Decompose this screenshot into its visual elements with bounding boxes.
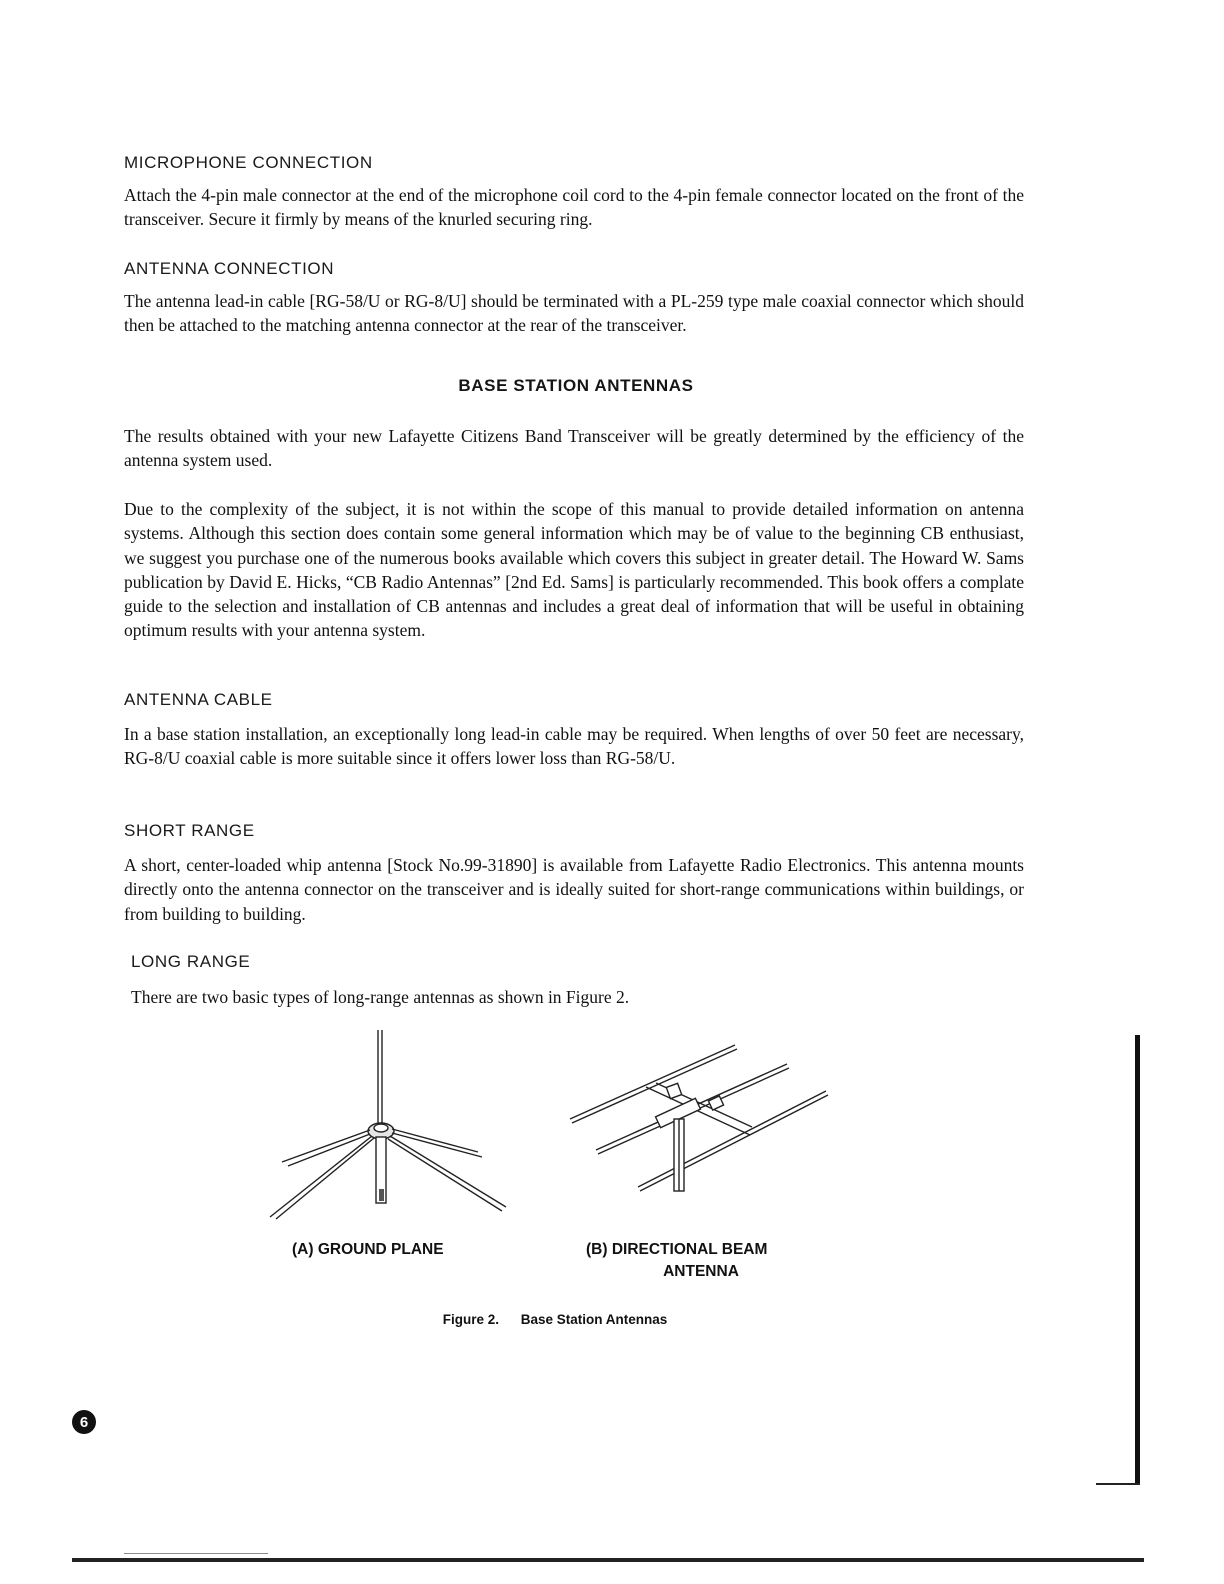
para-antenna-cable: In a base station installation, an exceptionally long lead-in cable may be required. When lengths of over 50 feet are necessary, RG-8/U coaxial cable is more suitable since it offers lower loss than RG-58/U. (124, 724, 1024, 769)
title-base-station-antennas: BASE STATION ANTENNAS (458, 376, 694, 395)
ground-plane-antenna-illustration (260, 1025, 520, 1225)
figure-caption (0, 1312, 1110, 1327)
para-long-range: There are two basic types of long-range antennas as shown in Figure 2. (131, 987, 630, 1007)
heading-antenna-connection: ANTENNA CONNECTION (124, 259, 335, 278)
para-microphone-connection: Attach the 4-pin male connector at the end of the microphone coil cord to the 4-pin female connector located on the front of the transceiver. Secure it firmly by means of the knurled securing ring. (124, 185, 1024, 230)
heading-long-range: LONG RANGE (131, 952, 251, 971)
bottom-rule (72, 1558, 1144, 1562)
margin-bar (1135, 1035, 1140, 1483)
page-number-badge: 6 (72, 1410, 96, 1434)
heading-short-range: SHORT RANGE (124, 821, 255, 840)
margin-bar-hook (1096, 1483, 1140, 1485)
para-base-station-details: Due to the complexity of the subject, it is not within the scope of this manual to provide detailed information on antenna systems. Although this section does contain some general information which may be of value to the beginning CB enthusiast, we suggest you purchase one of the numerous books available which covers this subject in greater detail. The Howard W. Sams publication by David E. Hicks, “CB Radio Antennas” [2nd Ed. Sams] is particularly recommended. This book offers a complate guide to the selection and installation of CB antennas and includes a great deal of information that will be useful in obtaining optimum results with your antenna system. (124, 499, 1024, 641)
figure-label-ground-plane: (A) GROUND PLANE (292, 1241, 444, 1258)
figure-label-directional-beam-line2: ANTENNA (663, 1263, 739, 1280)
heading-antenna-cable: ANTENNA CABLE (124, 690, 273, 709)
figure-caption-text: Base Station Antennas (520, 1312, 668, 1327)
figure-caption-number: Figure 2. (442, 1312, 499, 1327)
para-antenna-connection: The antenna lead-in cable [RG-58/U or RG-8/U] should be terminated with a PL-259 type male coaxial connector which should then be attached to the matching antenna connector at the rear of the transceiver. (124, 291, 1024, 336)
bottom-rule-thin (124, 1553, 268, 1554)
heading-microphone-connection: MICROPHONE CONNECTION (124, 153, 373, 172)
para-base-station-intro: The results obtained with your new Lafayette Citizens Band Transceiver will be greatly determined by the efficiency of the antenna system used. (124, 426, 1024, 471)
figure-label-directional-beam: (B) DIRECTIONAL BEAM (586, 1241, 768, 1258)
directional-beam-antenna-illustration (560, 1035, 840, 1205)
para-short-range: A short, center-loaded whip antenna [Stock No.99-31890] is available from Lafayette Radio Electronics. This antenna mounts directly onto the antenna connector on the transceiver and is ideally suited for short-range communications within buildings, or from building to building. (124, 855, 1024, 924)
